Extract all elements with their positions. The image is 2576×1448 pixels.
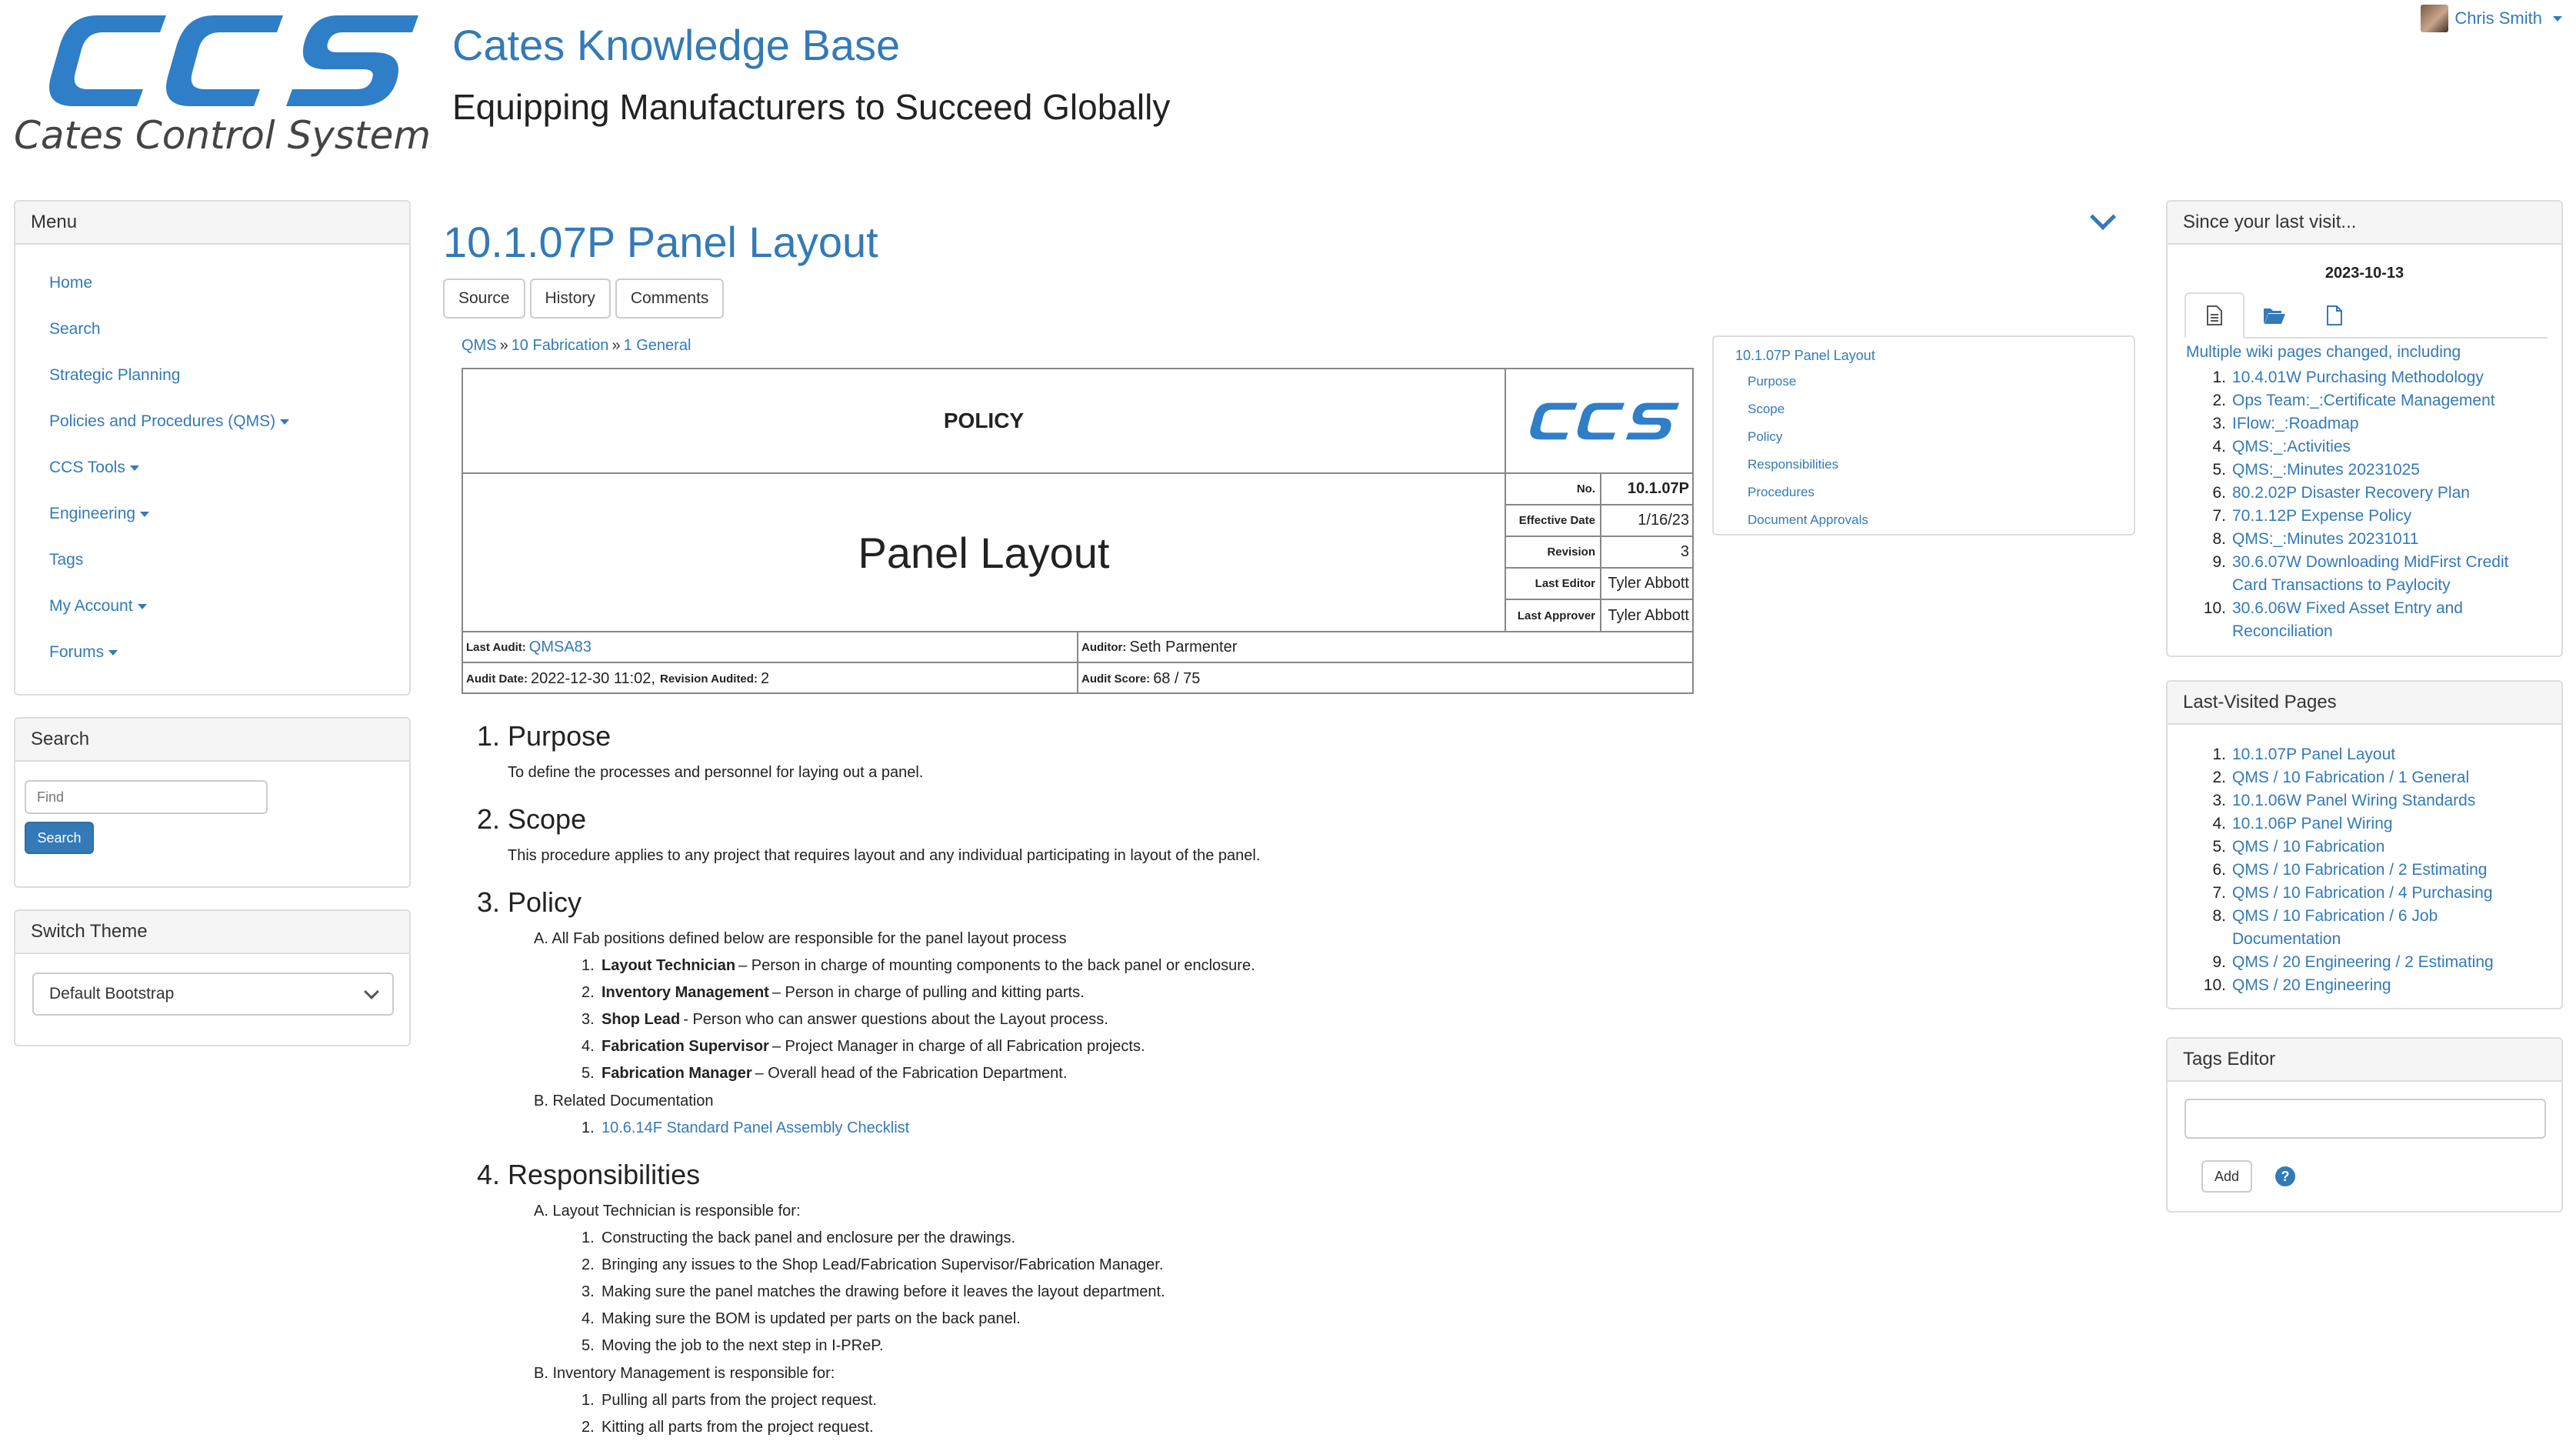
page-actions bbox=[443, 279, 724, 319]
file-icon bbox=[2326, 305, 2343, 326]
list-item[interactable]: 2. QMS / 10 Fabrication / 1 General bbox=[2212, 769, 2470, 786]
tags-editor-panel bbox=[2166, 1037, 2563, 1213]
list-item[interactable]: 5. QMS:_:Minutes 20231025 bbox=[2212, 461, 2420, 479]
breadcrumb-general[interactable]: 1 General bbox=[623, 337, 691, 354]
document-meta bbox=[1506, 474, 1694, 631]
list-item[interactable]: 8. QMS / 10 Fabrication / 6 Job Documentation bbox=[2212, 907, 2438, 948]
folder-open-icon bbox=[2263, 306, 2286, 325]
add-tag-button[interactable]: Add bbox=[2201, 1160, 2252, 1193]
site-subtitle: Equipping Manufacturers to Succeed Globally bbox=[452, 87, 1171, 127]
document-type: POLICY bbox=[463, 369, 1506, 474]
list-item[interactable]: 10. 30.6.06W Fixed Asset Entry and Reconciliation bbox=[2203, 599, 2463, 640]
list-item[interactable]: 9. QMS / 20 Engineering / 2 Estimating bbox=[2212, 953, 2494, 971]
menu-item-home[interactable]: Home bbox=[49, 274, 93, 292]
toc-item-purpose[interactable]: Purpose bbox=[1748, 374, 1797, 389]
breadcrumb-qms[interactable]: QMS bbox=[462, 337, 497, 354]
menu-item-ccs-tools[interactable]: CCS Tools bbox=[49, 445, 409, 491]
document-text-icon bbox=[2206, 305, 2223, 326]
comments-button[interactable]: Comments bbox=[615, 279, 725, 319]
ccs-logo-small bbox=[1506, 369, 1694, 474]
list-item[interactable]: 5. QMS / 10 Fabrication bbox=[2212, 838, 2385, 856]
since-date: 2023-10-13 bbox=[2324, 265, 2404, 282]
list-item: 4. Fabrication Supervisor – Project Manager in charge of all Fabrication projects. bbox=[582, 1038, 1145, 1055]
menu-panel bbox=[14, 200, 411, 696]
chevron-down-icon[interactable] bbox=[2090, 204, 2116, 230]
resp-item-a: A. Layout Technician is responsible for: bbox=[534, 1202, 801, 1219]
section-policy-heading: 3. Policy bbox=[477, 886, 582, 918]
meta-row-no: No. 10.1.07P bbox=[1506, 474, 1694, 505]
section-purpose-text: To define the processes and personnel for laying out a panel. bbox=[508, 763, 924, 781]
logo-text: Cates Control Systems bbox=[14, 113, 432, 157]
list-item[interactable]: 7. QMS / 10 Fabrication / 4 Purchasing bbox=[2212, 884, 2493, 902]
toc-item-responsibilities[interactable]: Responsibilities bbox=[1748, 457, 1839, 472]
menu-item-my-account[interactable]: My Account bbox=[49, 583, 409, 629]
list-item[interactable]: 2. Ops Team:_:Certificate Management bbox=[2212, 392, 2495, 409]
policy-item-b: B. Related Documentation bbox=[534, 1092, 714, 1109]
list-item[interactable]: 7. 70.1.12P Expense Policy bbox=[2212, 507, 2412, 525]
menu-item-search[interactable]: Search bbox=[49, 320, 101, 338]
page-title: 10.1.07P Panel Layout bbox=[443, 218, 878, 266]
source-button[interactable]: Source bbox=[443, 279, 525, 319]
list-item[interactable]: 3. IFlow:_:Roadmap bbox=[2212, 415, 2359, 432]
history-button[interactable]: History bbox=[530, 279, 611, 319]
list-item[interactable]: 1. 10.4.01W Purchasing Methodology bbox=[2212, 369, 2484, 386]
section-purpose-heading: 1. Purpose bbox=[477, 720, 612, 752]
list-item: 1. 10.6.14F Standard Panel Assembly Checklist bbox=[582, 1119, 910, 1136]
list-item[interactable]: 6. QMS / 10 Fabrication / 2 Estimating bbox=[2212, 861, 2488, 879]
theme-heading: Switch Theme bbox=[15, 911, 409, 954]
resp-item-b: B. Inventory Management is responsible for: bbox=[534, 1364, 835, 1382]
audit-date: Audit Date: 2022-12-30 11:02, Revision Audited: 2 bbox=[463, 663, 1078, 694]
caret-down-icon bbox=[140, 512, 149, 517]
list-item: 5. Fabrication Manager – Overall head of the Fabrication Department. bbox=[582, 1065, 1068, 1082]
chevron-down-icon bbox=[364, 984, 379, 999]
meta-row-last-approver: Last Approver Tyler Abbott bbox=[1506, 600, 1694, 632]
visited-heading: Last-Visited Pages bbox=[2168, 682, 2561, 725]
last-visited-panel bbox=[2166, 680, 2563, 1009]
ccs-logo[interactable] bbox=[12, 6, 432, 157]
since-list bbox=[2186, 366, 2548, 643]
list-item: 3. Shop Lead - Person who can answer questions about the Layout process. bbox=[582, 1011, 1108, 1028]
tab-files[interactable] bbox=[2304, 292, 2364, 339]
tab-folders[interactable] bbox=[2244, 292, 2304, 339]
policy-item-a: A. All Fab positions defined below are responsible for the panel layout process bbox=[534, 929, 1067, 947]
toc-item-scope[interactable]: Scope bbox=[1748, 402, 1785, 416]
breadcrumb-sep: » bbox=[612, 337, 621, 354]
toc-item-policy[interactable]: Policy bbox=[1748, 429, 1783, 444]
list-item[interactable]: 9. 30.6.07W Downloading MidFirst Credit Card Transactions to Paylocity bbox=[2212, 553, 2509, 594]
search-panel bbox=[14, 717, 411, 888]
tags-input[interactable] bbox=[2184, 1099, 2546, 1139]
menu-item-forums[interactable]: Forums bbox=[49, 629, 409, 676]
caret-down-icon bbox=[138, 604, 147, 609]
theme-selected-value: Default Bootstrap bbox=[49, 985, 175, 1003]
table-of-contents bbox=[1712, 335, 2135, 535]
menu-item-tags[interactable]: Tags bbox=[49, 551, 84, 569]
toc-item-document-approvals[interactable]: Document Approvals bbox=[1748, 512, 1868, 527]
menu-item-policies-procedures[interactable]: Policies and Procedures (QMS) bbox=[49, 399, 409, 445]
list-item[interactable]: 4. 10.1.06P Panel Wiring bbox=[2212, 815, 2393, 832]
audit-score: Audit Score: 68 / 75 bbox=[1081, 669, 1201, 687]
toc-item-top[interactable]: 10.1.07P Panel Layout bbox=[1735, 347, 1875, 363]
avatar bbox=[2421, 5, 2448, 32]
list-item[interactable]: 6. 80.2.02P Disaster Recovery Plan bbox=[2212, 484, 2470, 502]
list-item: 1. Constructing the back panel and enclosure per the drawings. bbox=[582, 1229, 1016, 1246]
caret-down-icon bbox=[280, 419, 289, 425]
document-name: Panel Layout bbox=[463, 474, 1506, 631]
list-item: 1. Pulling all parts from the project request. bbox=[582, 1392, 877, 1409]
caret-down-icon bbox=[108, 650, 118, 656]
document-body bbox=[477, 714, 1708, 1441]
since-last-visit-panel bbox=[2166, 200, 2563, 657]
list-item: 5. Moving the job to the next step in I-PReP. bbox=[582, 1337, 884, 1354]
search-heading: Search bbox=[15, 719, 409, 762]
visited-list bbox=[2186, 743, 2548, 997]
list-item[interactable]: 1. 10.1.07P Panel Layout bbox=[2212, 746, 2396, 763]
list-item: 1. Layout Technician – Person in charge of mounting components to the back panel or enclosure. bbox=[582, 957, 1255, 974]
list-item: 2. Bringing any issues to the Shop Lead/Fabrication Supervisor/Fabrication Manager. bbox=[582, 1256, 1164, 1273]
menu-heading: Menu bbox=[15, 202, 409, 245]
list-item[interactable]: 3. 10.1.06W Panel Wiring Standards bbox=[2212, 792, 2476, 809]
help-icon[interactable]: ? bbox=[2275, 1166, 2295, 1186]
search-input[interactable] bbox=[25, 780, 268, 814]
user-menu[interactable] bbox=[2421, 5, 2562, 32]
since-tabs bbox=[2184, 292, 2548, 339]
since-heading: Since your last visit... bbox=[2168, 202, 2561, 245]
toc-item-procedures[interactable]: Procedures bbox=[1748, 485, 1815, 499]
meta-row-revision: Revision 3 bbox=[1506, 537, 1694, 569]
meta-row-last-editor: Last Editor Tyler Abbott bbox=[1506, 569, 1694, 600]
list-item[interactable]: 10. QMS / 20 Engineering bbox=[2203, 976, 2391, 994]
breadcrumb-fabrication[interactable]: 10 Fabrication bbox=[511, 337, 609, 354]
section-responsibilities-heading: 4. Responsibilities bbox=[477, 1159, 701, 1190]
site-title[interactable]: Cates Knowledge Base bbox=[452, 21, 901, 69]
tags-heading: Tags Editor bbox=[2168, 1039, 2561, 1082]
last-audit: Last Audit: QMSA83 bbox=[463, 632, 1078, 663]
auditor: Auditor: Seth Parmenter bbox=[1078, 632, 1692, 663]
list-item: 4. Making sure the BOM is updated per parts on the back panel. bbox=[582, 1310, 1021, 1327]
breadcrumb bbox=[462, 337, 691, 355]
list-item: 2. Kitting all parts from the project request. bbox=[582, 1419, 874, 1436]
search-button[interactable]: Search bbox=[25, 822, 94, 854]
theme-panel bbox=[14, 909, 411, 1046]
user-name: Chris Smith bbox=[2454, 8, 2542, 28]
theme-select[interactable] bbox=[32, 973, 394, 1016]
since-intro[interactable]: Multiple wiki pages changed, including bbox=[2186, 343, 2461, 361]
list-item[interactable]: 4. QMS:_:Activities bbox=[2212, 438, 2351, 455]
menu-item-strategic-planning[interactable]: Strategic Planning bbox=[49, 366, 181, 384]
policy-header-table bbox=[462, 368, 1694, 694]
tab-wiki-pages[interactable] bbox=[2184, 292, 2244, 339]
caret-down-icon bbox=[2553, 16, 2562, 22]
list-item: 2. Inventory Management – Person in charge of pulling and kitting parts. bbox=[582, 984, 1085, 1001]
meta-row-effective-date: Effective Date 1/16/23 bbox=[1506, 505, 1694, 537]
last-audit-link[interactable]: QMSA83 bbox=[528, 638, 592, 656]
related-doc-link[interactable]: 10.6.14F Standard Panel Assembly Checklist bbox=[602, 1119, 910, 1136]
breadcrumb-sep: » bbox=[499, 337, 508, 354]
caret-down-icon bbox=[130, 465, 139, 471]
list-item: 3. Making sure the panel matches the drawing before it leaves the layout department. bbox=[582, 1283, 1165, 1300]
section-scope-heading: 2. Scope bbox=[477, 803, 587, 835]
section-scope-text: This procedure applies to any project that requires layout and any individual participating in layout of the panel. bbox=[508, 846, 1261, 864]
audit-info bbox=[463, 631, 1692, 694]
menu-item-engineering[interactable]: Engineering bbox=[49, 491, 409, 537]
list-item[interactable]: 8. QMS:_:Minutes 20231011 bbox=[2212, 530, 2419, 548]
